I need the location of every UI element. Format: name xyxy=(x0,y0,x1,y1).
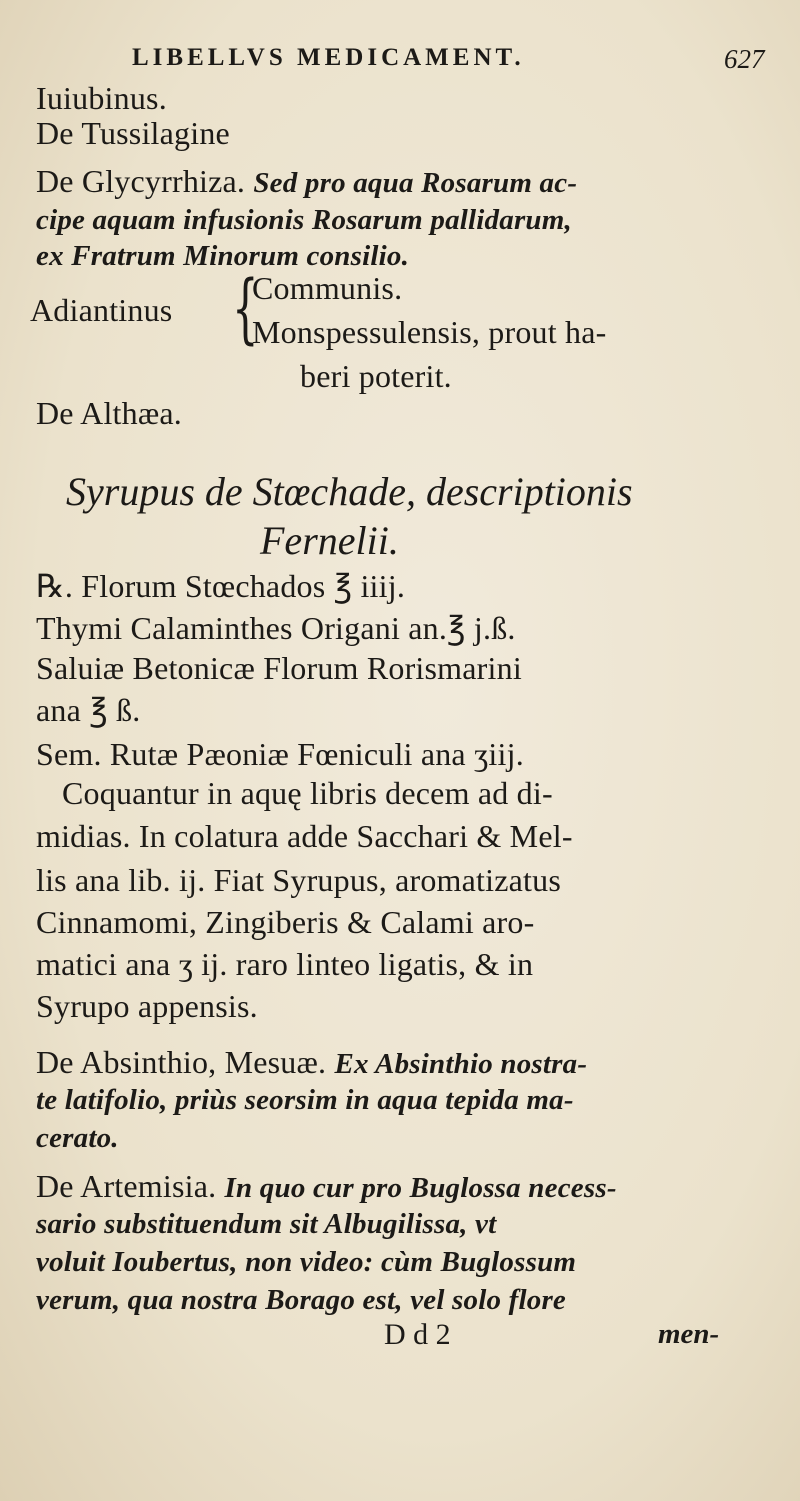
text-line-latifolio: te latifolio, priùs seorsim in aqua tepida ma- xyxy=(36,1084,574,1116)
text-line-tussilagine: De Tussilagine xyxy=(36,115,230,151)
text-line-althaea: De Althæa. xyxy=(36,395,182,431)
artemisia-label: De Artemisia. xyxy=(36,1168,225,1204)
text-line-communis: Communis. xyxy=(252,270,403,306)
recipe-line: ℞. Florum Stœchados ℥ iiij. xyxy=(36,568,406,604)
absinthio-note: Ex Absinthio nostra- xyxy=(334,1048,588,1080)
text-line-ioubertus: voluit Ioubertus, non video: cùm Buglossum xyxy=(36,1246,577,1278)
text-line-fratrum: ex Fratrum Minorum consilio. xyxy=(36,240,410,272)
artemisia-note: In quo cur pro Buglossa necess- xyxy=(224,1172,617,1204)
curly-brace-icon: { xyxy=(232,263,259,352)
text-line-cipe-aquam: cipe aquam infusionis Rosarum pallidarum, xyxy=(36,204,572,236)
section-title-author: Fernelii. xyxy=(260,518,399,563)
adiantum-label: Adiantinus xyxy=(30,292,173,328)
recipe-line: Coquantur in aquę libris decem ad di- xyxy=(62,775,553,811)
text-line-iuiubinus: Iuiubinus. xyxy=(36,80,167,116)
section-title: Syrupus de Stœchade, descriptionis xyxy=(66,469,633,514)
recipe-line: Syrupo appensis. xyxy=(36,988,258,1024)
text-line-beri-poterit: beri poterit. xyxy=(300,358,452,394)
recipe-line: midias. In colatura adde Sacchari & Mel- xyxy=(36,818,573,854)
page-number: 627 xyxy=(724,44,765,74)
recipe-line: Thymi Calaminthes Origani an.℥ j.ß. xyxy=(36,610,516,646)
text-line-monspessulensis: Monspessulensis, prout ha- xyxy=(252,314,607,350)
glycyrrhiza-label: De Glycyrrhiza. xyxy=(36,163,254,199)
text-line-substituendum: sario substituendum sit Albugilissa, vt xyxy=(36,1208,497,1240)
running-title: LIBELLVS MEDICAMENT. xyxy=(132,44,525,71)
recipe-line: matici ana ʒ ij. raro linteo ligatis, & in xyxy=(36,946,534,982)
recipe-line: lis ana lib. ij. Fiat Syrupus, aromatizatus xyxy=(36,862,561,898)
text-line-macerato: cerato. xyxy=(36,1122,119,1154)
absinthio-label: De Absinthio, Mesuæ. xyxy=(36,1044,335,1080)
glycyrrhiza-note: Sed pro aqua Rosarum ac- xyxy=(253,167,578,199)
text-line-borago: verum, qua nostra Borago est, vel solo flore xyxy=(36,1284,567,1316)
recipe-line: ana ℥ ß. xyxy=(36,692,141,728)
signature-mark: D d 2 xyxy=(384,1318,451,1351)
text-line-artemisia xyxy=(36,1168,617,1206)
recipe-line: Sem. Rutæ Pæoniæ Fœniculi ana ʒiij. xyxy=(36,736,524,772)
catchword: men- xyxy=(658,1318,720,1350)
recipe-line: Cinnamomi, Zingiberis & Calami aro- xyxy=(36,904,535,940)
text-line-glycyrrhiza xyxy=(36,163,577,201)
recipe-line: Saluiæ Betonicæ Florum Rorismarini xyxy=(36,650,522,686)
text-line-absinthio xyxy=(36,1044,587,1082)
